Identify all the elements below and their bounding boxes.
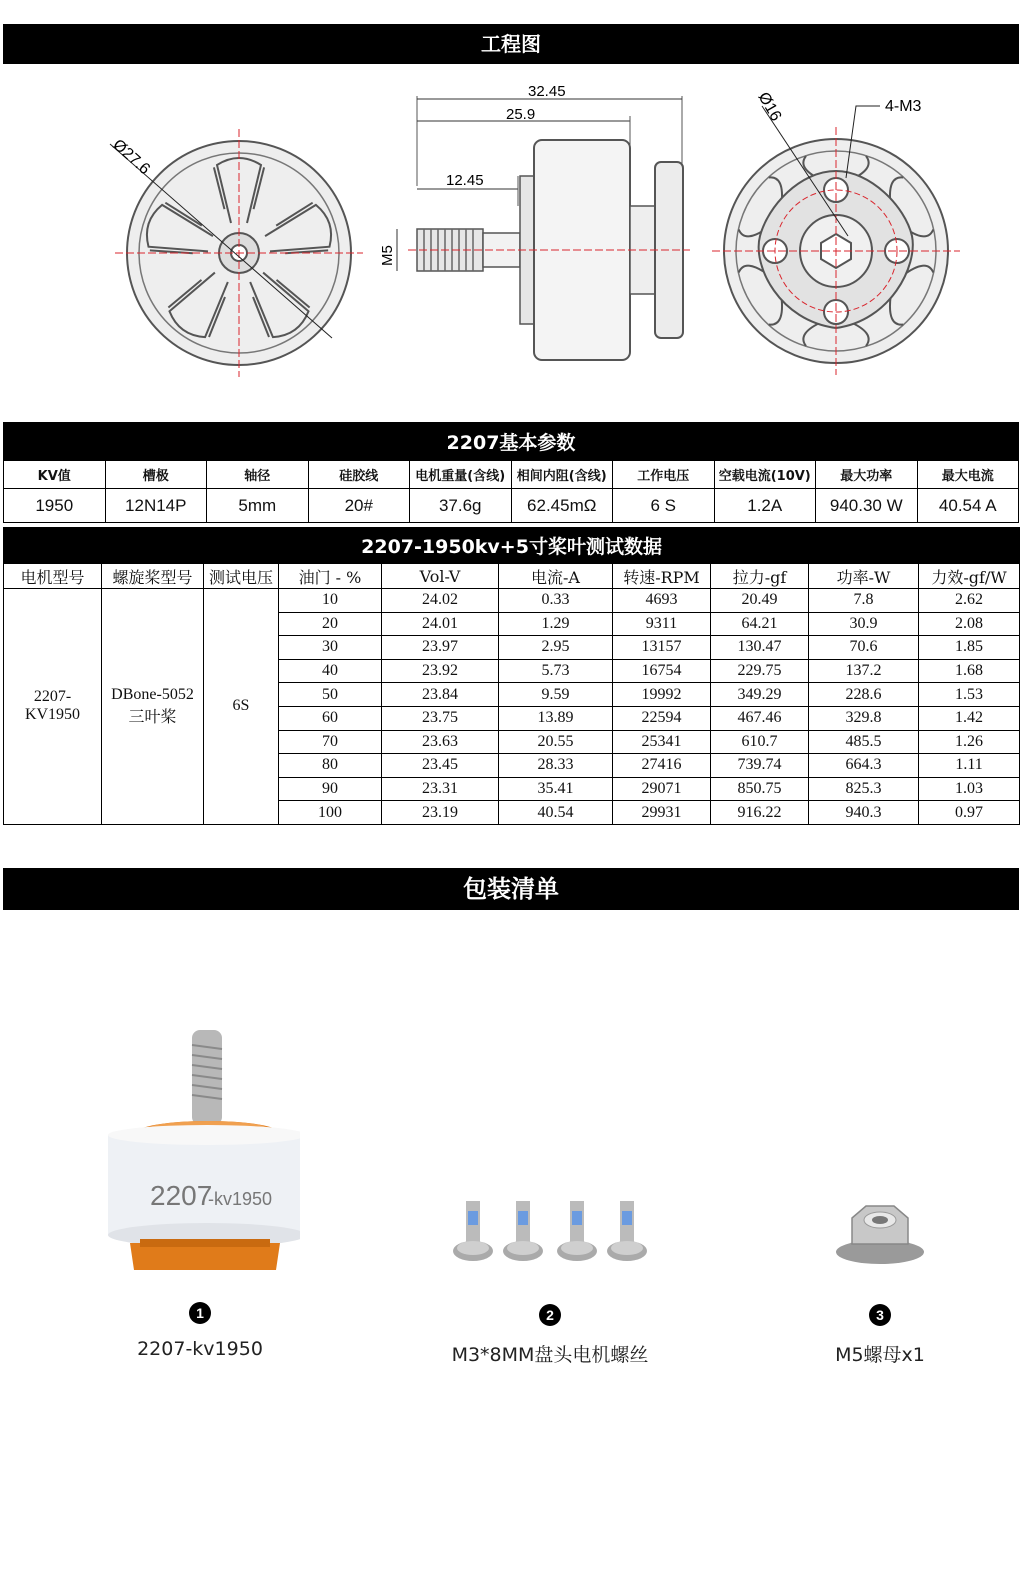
table-cell: 40.54 xyxy=(499,801,613,825)
test-header: 螺旋桨型号 xyxy=(102,564,204,589)
package-item-2 xyxy=(420,1304,680,1367)
table-cell: 664.3 xyxy=(809,754,919,778)
spec-table xyxy=(3,422,1019,523)
spec-header: 最大电流 xyxy=(917,461,1019,489)
prop-model-line2: 三叶桨 xyxy=(128,708,177,726)
prop-model-line1: DBone-5052 xyxy=(111,685,194,703)
spec-value: 1.2A xyxy=(714,489,816,523)
item-number-badge: 3 xyxy=(869,1304,891,1326)
table-cell: 20.55 xyxy=(499,730,613,754)
motor-label-sub: -kv1950 xyxy=(208,1189,273,1209)
spec-table-title: 2207基本参数 xyxy=(4,423,1019,461)
side-body-label: 25.9 xyxy=(506,106,536,123)
test-header: 电流-A xyxy=(499,564,613,589)
table-cell: 23.75 xyxy=(382,706,499,730)
spec-value: 940.30 W xyxy=(816,489,918,523)
spec-header: KV值 xyxy=(4,461,106,489)
table-cell: 329.8 xyxy=(809,706,919,730)
test-table xyxy=(3,527,1020,825)
spec-header: 硅胶线 xyxy=(308,461,410,489)
table-cell: 16754 xyxy=(613,659,711,683)
item-label: M5螺母x1 xyxy=(835,1344,925,1366)
table-cell: 130.47 xyxy=(711,636,809,660)
table-cell: 485.5 xyxy=(809,730,919,754)
table-cell: 825.3 xyxy=(809,777,919,801)
section-banner-drawings: 工程图 xyxy=(3,24,1019,64)
section-banner-package: 包装清单 xyxy=(3,868,1019,910)
table-cell: 23.19 xyxy=(382,801,499,825)
package-item-3 xyxy=(800,1304,960,1367)
table-cell: 349.29 xyxy=(711,683,809,707)
table-cell: 64.21 xyxy=(711,612,809,636)
table-cell: 940.3 xyxy=(809,801,919,825)
back-view xyxy=(712,90,960,376)
table-cell: 229.75 xyxy=(711,659,809,683)
back-holes-label: 4-M3 xyxy=(885,98,922,115)
package-item-1 xyxy=(100,1302,300,1360)
table-cell: 23.97 xyxy=(382,636,499,660)
test-header: 油门 - % xyxy=(279,564,382,589)
prop-model-cell xyxy=(102,589,204,825)
motor-model-line2: KV1950 xyxy=(24,706,81,724)
spec-value: 37.6g xyxy=(410,489,512,523)
table-cell: 100 xyxy=(279,801,382,825)
test-voltage-cell: 6S xyxy=(204,589,279,825)
table-cell: 228.6 xyxy=(809,683,919,707)
test-header: 电机型号 xyxy=(4,564,102,589)
back-diameter-label: Ø16 xyxy=(754,89,785,125)
table-cell: 850.75 xyxy=(711,777,809,801)
motor-model-line1: 2207- xyxy=(33,688,72,706)
front-view xyxy=(109,129,363,377)
table-cell: 1.68 xyxy=(919,659,1020,683)
spec-header: 相间内阻(含线) xyxy=(511,461,613,489)
table-cell: 1.53 xyxy=(919,683,1020,707)
table-cell: 7.8 xyxy=(809,589,919,613)
table-cell: 50 xyxy=(279,683,382,707)
table-cell: 2.08 xyxy=(919,612,1020,636)
table-cell: 35.41 xyxy=(499,777,613,801)
test-header: 转速-RPM xyxy=(613,564,711,589)
test-header: 测试电压 xyxy=(204,564,279,589)
spec-value: 62.45mΩ xyxy=(511,489,613,523)
test-header: 功率-W xyxy=(809,564,919,589)
table-cell: 9311 xyxy=(613,612,711,636)
table-cell: 1.26 xyxy=(919,730,1020,754)
table-cell: 27416 xyxy=(613,754,711,778)
table-cell: 5.73 xyxy=(499,659,613,683)
table-cell: 23.45 xyxy=(382,754,499,778)
table-cell: 30 xyxy=(279,636,382,660)
spec-header: 空载电流(10V) xyxy=(714,461,816,489)
table-cell: 2.95 xyxy=(499,636,613,660)
spec-header: 电机重量(含线) xyxy=(410,461,512,489)
side-thread-label: M5 xyxy=(379,245,396,266)
table-cell: 40 xyxy=(279,659,382,683)
side-shaft-label: 12.45 xyxy=(446,172,484,189)
spec-header: 轴径 xyxy=(207,461,309,489)
table-cell: 24.02 xyxy=(382,589,499,613)
item-label: M3*8MM盘头电机螺丝 xyxy=(451,1344,649,1366)
table-cell: 20.49 xyxy=(711,589,809,613)
table-cell: 2.62 xyxy=(919,589,1020,613)
table-cell: 739.74 xyxy=(711,754,809,778)
table-cell: 70 xyxy=(279,730,382,754)
table-cell: 1.03 xyxy=(919,777,1020,801)
table-cell: 20 xyxy=(279,612,382,636)
table-cell: 19992 xyxy=(613,683,711,707)
item-number-badge: 1 xyxy=(189,1302,211,1324)
table-cell: 90 xyxy=(279,777,382,801)
front-diameter-label: Ø27.6 xyxy=(109,136,154,179)
table-cell: 467.46 xyxy=(711,706,809,730)
test-header: 拉力-gf xyxy=(711,564,809,589)
spec-value: 12N14P xyxy=(105,489,207,523)
spec-value: 6 S xyxy=(613,489,715,523)
motor-label-main: 2207 xyxy=(150,1180,213,1211)
test-header: Vol-V xyxy=(382,564,499,589)
side-view xyxy=(379,83,690,360)
table-cell: 0.97 xyxy=(919,801,1020,825)
table-cell: 137.2 xyxy=(809,659,919,683)
engineering-drawings xyxy=(0,66,1024,418)
nut-image xyxy=(830,1198,930,1268)
table-cell: 0.33 xyxy=(499,589,613,613)
item-label: 2207-kv1950 xyxy=(137,1338,263,1360)
table-cell: 1.85 xyxy=(919,636,1020,660)
table-cell: 29931 xyxy=(613,801,711,825)
table-cell: 29071 xyxy=(613,777,711,801)
table-cell: 23.31 xyxy=(382,777,499,801)
table-cell: 25341 xyxy=(613,730,711,754)
spec-value: 40.54 A xyxy=(917,489,1019,523)
table-cell: 60 xyxy=(279,706,382,730)
spec-value: 1950 xyxy=(4,489,106,523)
table-cell: 24.01 xyxy=(382,612,499,636)
table-cell: 28.33 xyxy=(499,754,613,778)
table-cell: 1.29 xyxy=(499,612,613,636)
spec-value: 20# xyxy=(308,489,410,523)
table-cell: 610.7 xyxy=(711,730,809,754)
table-cell: 1.11 xyxy=(919,754,1020,778)
table-cell: 1.42 xyxy=(919,706,1020,730)
side-total-label: 32.45 xyxy=(528,83,566,100)
table-cell: 13157 xyxy=(613,636,711,660)
spec-header: 工作电压 xyxy=(613,461,715,489)
table-cell: 23.63 xyxy=(382,730,499,754)
table-cell: 70.6 xyxy=(809,636,919,660)
test-header: 力效-gf/W xyxy=(919,564,1020,589)
spec-header: 最大功率 xyxy=(816,461,918,489)
spec-header: 槽极 xyxy=(105,461,207,489)
motor-image xyxy=(100,1025,300,1285)
table-cell: 13.89 xyxy=(499,706,613,730)
table-cell: 9.59 xyxy=(499,683,613,707)
test-table-title: 2207-1950kv+5寸桨叶测试数据 xyxy=(4,528,1020,564)
table-cell: 4693 xyxy=(613,589,711,613)
table-cell: 22594 xyxy=(613,706,711,730)
spec-value: 5mm xyxy=(207,489,309,523)
table-cell: 80 xyxy=(279,754,382,778)
table-cell: 30.9 xyxy=(809,612,919,636)
screws-image xyxy=(450,1195,660,1267)
table-cell: 23.84 xyxy=(382,683,499,707)
table-cell: 23.92 xyxy=(382,659,499,683)
item-number-badge: 2 xyxy=(539,1304,561,1326)
motor-model-cell xyxy=(4,589,102,825)
table-cell: 10 xyxy=(279,589,382,613)
table-cell: 916.22 xyxy=(711,801,809,825)
